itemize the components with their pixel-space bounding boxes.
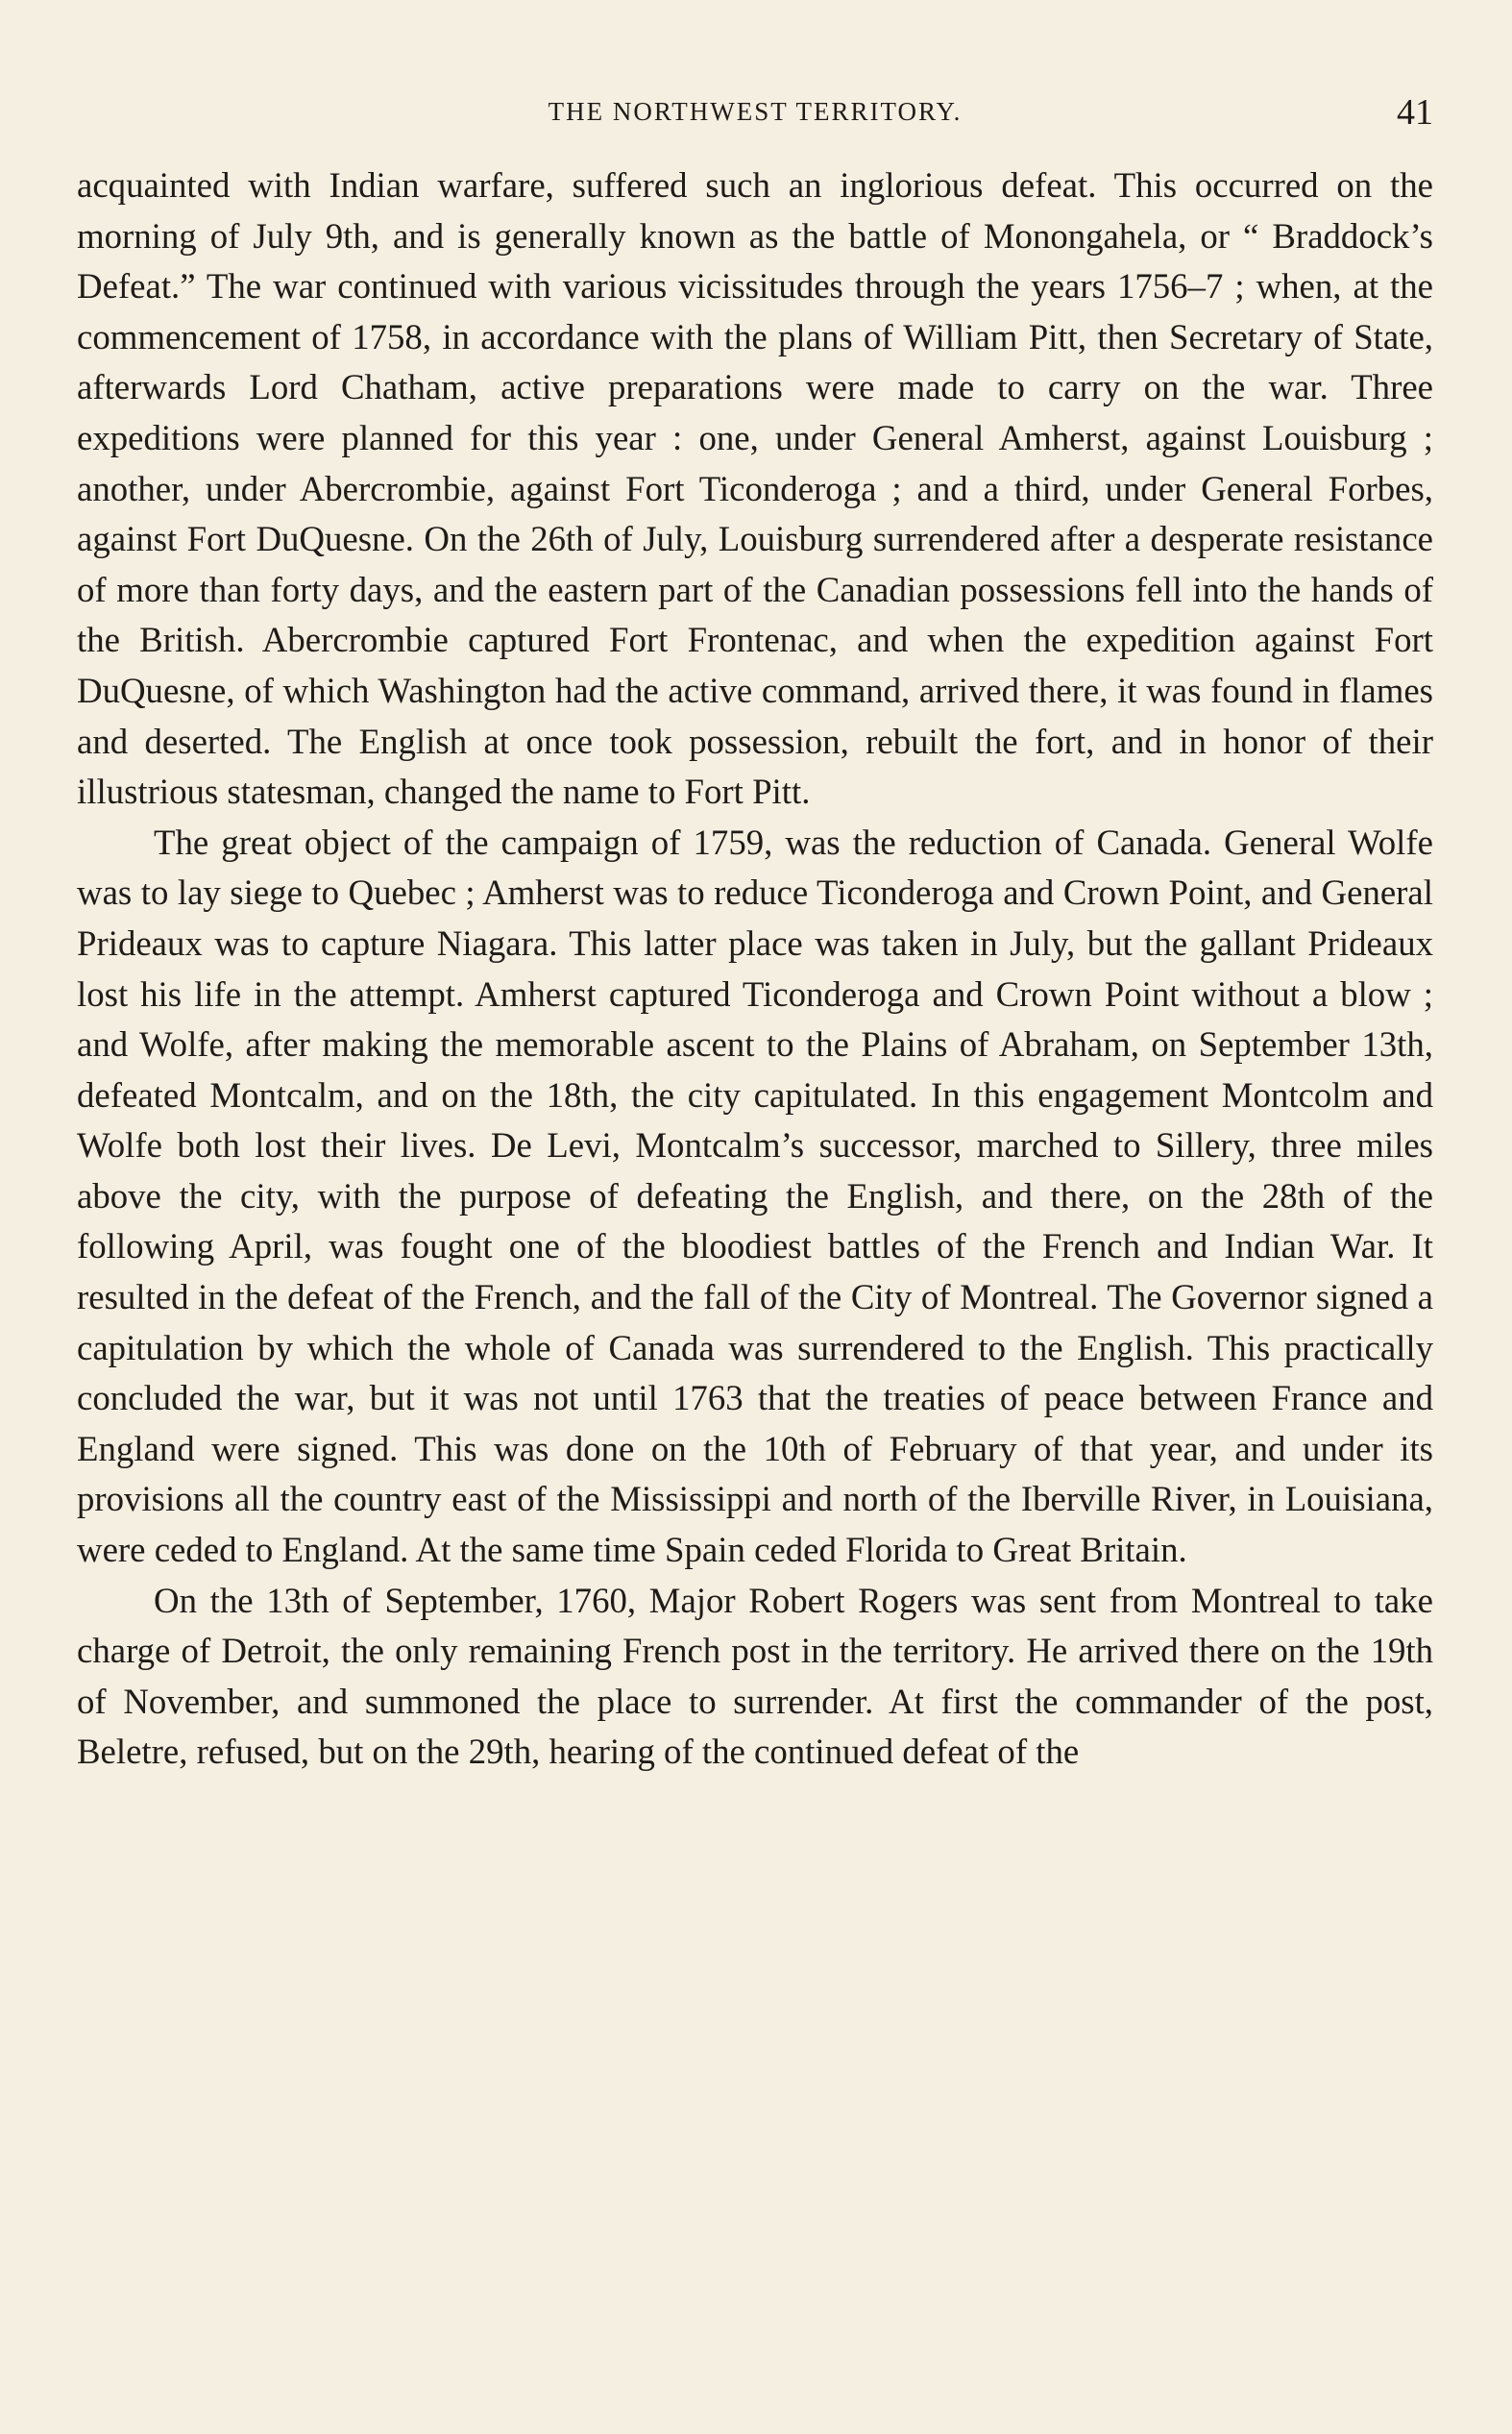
body-text xyxy=(77,160,1433,1778)
page-number: 41 xyxy=(1397,92,1433,133)
paragraph-3: On the 13th of September, 1760, Major Robert Rogers was sent from Montreal to take charge of Detroit, the only remaining French post in the territory. He arrived there on the 19th of November, and summoned the place to surrender. At first the commander of the post, Beletre, refused, but on the 29th, hearing of the continued defeat of the xyxy=(77,1580,1433,1772)
paragraph-1: acquainted with Indian warfare, suffered such an inglorious defeat. This occurred on the morning of July 9th, and is generally known as the battle of Monongahela, or “ Braddock’s Defeat.” The war continued with various vicissitudes through the years 1756–7 ; when, at the commencement of 1758, in accordance with the plans of William Pitt, then Secretary of State, afterwards Lord Chatham, active preparations were made to carry on the war. Three expeditions were planned for this year : one, under General Amherst, against Louisburg ; another, under Abercrombie, against Fort Ticonderoga ; and a third, under General Forbes, against Fort DuQuesne. On the 26th of July, Louisburg surrendered after a desperate resistance of more than forty days, and the eastern part of the Canadian possessions fell into the hands of the British. Abercrombie captured Fort Frontenac, and when the expedition against Fort DuQuesne, of which Washington had the active command, arrived there, it was found in flames and deserted. The English at once took possession, rebuilt the fort, and in honor of their illustrious statesman, changed the name to Fort Pitt. xyxy=(77,165,1433,812)
book-page xyxy=(77,91,1433,1778)
running-title: THE NORTHWEST TERRITORY. xyxy=(548,97,963,126)
running-head xyxy=(77,91,1433,147)
paragraph-2: The great object of the campaign of 1759, was the reduction of Canada. General Wolfe was to lay siege to Quebec ; Amherst was to reduce Ticonderoga and Crown Point, and General Prideaux was to capture Niagara. This latter place was taken in July, but the gallant Prideaux lost his life in the attempt. Amherst captured Ticonderoga and Crown Point without a blow ; and Wolfe, after making the memorable ascent to the Plains of Abraham, on September 13th, defeated Montcalm, and on the 18th, the city capitulated. In this engagement Montcolm and Wolfe both lost their lives. De Levi, Montcalm’s successor, marched to Sillery, three miles above the city, with the purpose of defeating the English, and there, on the 28th of the following April, was fought one of the bloodiest battles of the French and Indian War. It resulted in the defeat of the French, and the fall of the City of Montreal. The Governor signed a capitulation by which the whole of Canada was surrendered to the English. This practically concluded the war, but it was not until 1763 that the treaties of peace between France and England were signed. This was done on the 10th of February of that year, and under its provisions all the country east of the Mississippi and north of the Iberville River, in Louisiana, were ceded to England. At the same time Spain ceded Florida to Great Britain. xyxy=(77,822,1433,1570)
